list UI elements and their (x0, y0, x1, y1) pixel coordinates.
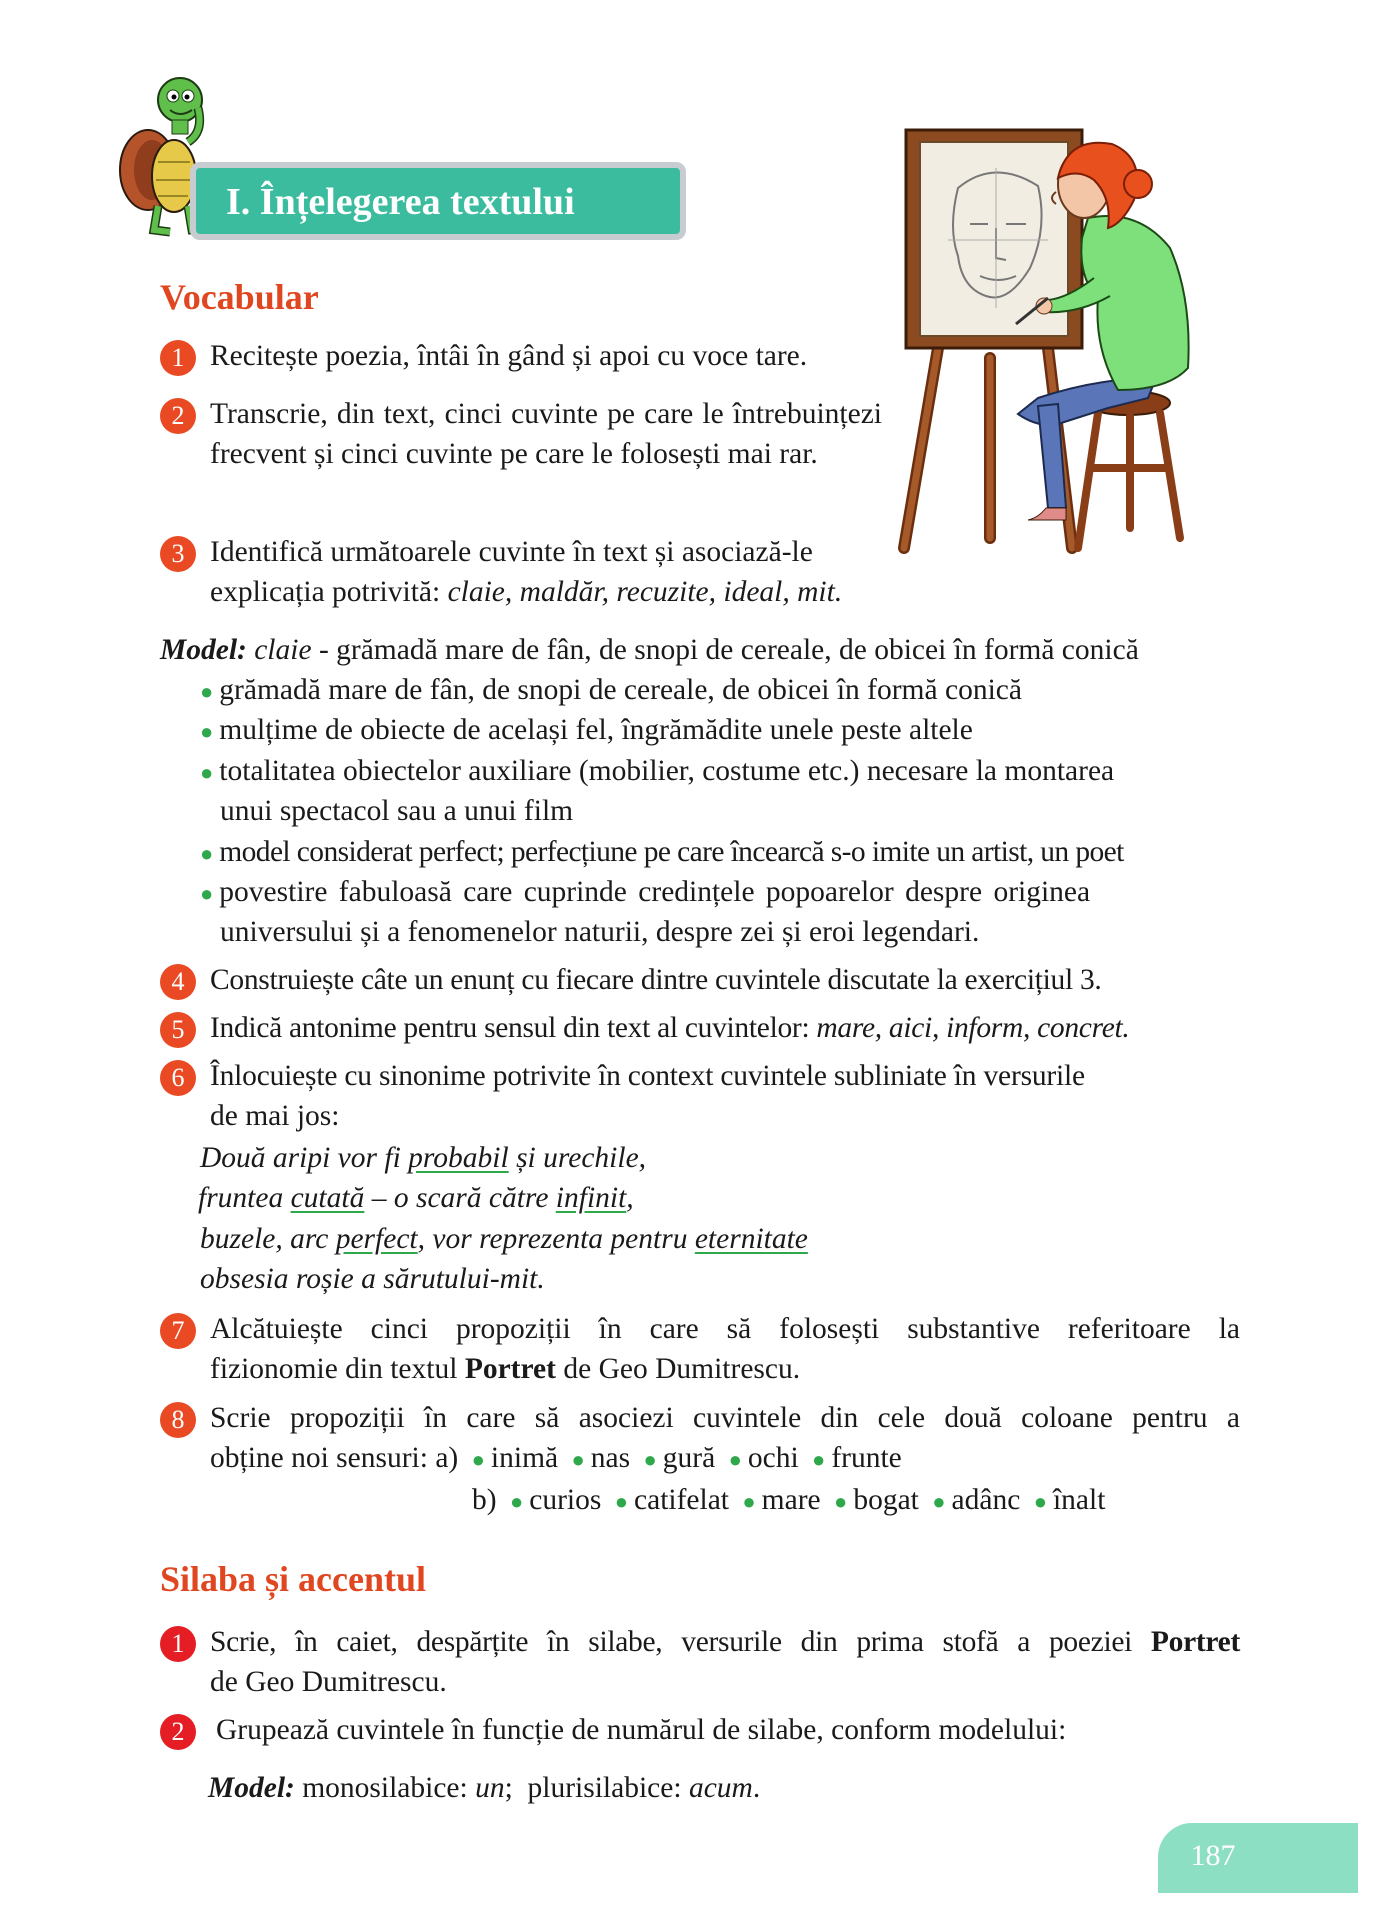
exercise-number-badge: 8 (160, 1402, 196, 1438)
underlined-word: infinit (555, 1182, 627, 1214)
bullet-icon: ● (834, 1489, 848, 1514)
vocabular-exercise-3 (160, 532, 920, 616)
section-banner (190, 162, 686, 240)
definition-text: povestire fabuloasă care cuprinde credințele popoarelor despre originea (219, 876, 1091, 908)
exercise-text-prefix: explicația potrivită: (210, 576, 448, 608)
silaba-heading: Silaba și accentul (160, 1559, 427, 1599)
exercise-number-badge: 1 (160, 1626, 196, 1662)
definition-item (200, 670, 1022, 712)
vocabular-exercise-1 (160, 336, 882, 380)
underlined-word: cutată (290, 1182, 365, 1214)
bullet-icon: ● (932, 1489, 946, 1514)
silaba-model-line (208, 1768, 760, 1808)
definition-text: grămadă mare de fân, de snopi de cereale, de obicei în formă conică (219, 674, 1022, 706)
column-a-word: frunte (831, 1442, 902, 1474)
verse-line-4: obsesia roșie a sărutului-mit. (200, 1263, 545, 1295)
bullet-icon: ● (1033, 1489, 1047, 1514)
exercise-text-line-1 (210, 1622, 1240, 1662)
vocabular-exercise-6 (160, 1056, 1240, 1140)
column-a-word: nas (590, 1442, 631, 1474)
column-b-word: înalt (1052, 1484, 1106, 1516)
exercise-number-badge: 7 (160, 1313, 196, 1349)
exercise-words: claie, maldăr, recuzite, ideal, mit. (447, 576, 843, 608)
exercise-text: Scrie, în caiet, despărțite în silabe, versurile din prima stofă a poeziei (210, 1626, 1151, 1658)
exercise-text-line-2: de Geo Dumitrescu. (210, 1666, 447, 1698)
model-label: Model: (160, 634, 247, 666)
exercise-text: Construiește câte un enunț cu fiecare dintre cuvintele discutate la exercițiul 3. (210, 964, 1102, 996)
model-word: claie (254, 634, 312, 666)
bullet-icon: ● (812, 1447, 826, 1472)
model-text: monosilabice: (294, 1772, 476, 1804)
exercise-number-badge: 3 (160, 536, 196, 572)
exercise-number-badge: 6 (160, 1060, 196, 1096)
definition-text: totalitatea obiectelor auxiliare (mobilier, costume etc.) necesare la montarea (219, 755, 1115, 787)
verse-line-1 (200, 1138, 646, 1178)
exercise-words: mare, aici, inform, concret. (816, 1012, 1130, 1044)
definition-text: mulțime de obiecte de același fel, îngrămădite unele peste altele (219, 714, 973, 746)
exercise-text: obține noi sensuri: a) (210, 1442, 459, 1474)
model-label: Model: (208, 1772, 295, 1804)
bullet-icon: ● (200, 841, 214, 866)
exercise-text-line-1: Alcătuiește cinci propoziții în care să folosești substantive referitoare la (210, 1313, 1240, 1345)
column-b-word: mare (761, 1484, 821, 1516)
column-b-word: adânc (951, 1484, 1021, 1516)
section-title: I. Înțelegerea textului (226, 181, 575, 223)
exercise-text: fizionomie din textul (210, 1353, 465, 1385)
verse-text: – o scară către (364, 1182, 556, 1214)
column-a-word: gură (662, 1442, 716, 1474)
model-text: ; plurisilabice: (504, 1772, 689, 1804)
verse-text: , vor reprezenta pentru (417, 1223, 695, 1255)
page-number-tab (1158, 1823, 1358, 1893)
verse-text: fruntea (198, 1182, 291, 1214)
definition-item (200, 710, 973, 752)
bullet-icon: ● (200, 719, 214, 744)
underlined-word: eternitate (694, 1223, 808, 1255)
bullet-icon: ● (643, 1447, 657, 1472)
bullet-icon: ● (509, 1489, 524, 1514)
vocabular-heading: Vocabular (160, 277, 319, 317)
definition-continuation: universului și a fenomenelor naturii, despre zei și eroi legendari. (220, 916, 980, 948)
definition-item (200, 751, 1114, 793)
column-a-word: inimă (490, 1442, 559, 1474)
bullet-icon: ● (742, 1489, 756, 1514)
verse-line-3 (200, 1219, 808, 1259)
exercise-text: de Geo Dumitrescu. (555, 1353, 801, 1385)
page-number: 187 (1190, 1839, 1236, 1872)
underlined-word: probabil (408, 1142, 509, 1174)
vocabular-exercise-5 (160, 1008, 1240, 1052)
exercise-text: Recitește poezia, întâi în gând și apoi cu voce tare. (210, 340, 808, 372)
exercise-number-badge: 4 (160, 964, 196, 1000)
poem-title: Portret (464, 1353, 556, 1385)
column-a-word: ochi (747, 1442, 799, 1474)
verse-text: și urechile, (508, 1142, 647, 1174)
exercise-text-line-2 (210, 1349, 800, 1389)
exercise-text-line-2 (210, 572, 842, 612)
exercise-number-badge: 2 (160, 398, 196, 434)
model-text: - grămadă mare de fân, de snopi de cereale, de obicei în formă conică (311, 634, 1139, 666)
poem-title: Portret (1150, 1626, 1240, 1658)
verse-text: buzele, arc (200, 1223, 336, 1255)
painter-at-easel-illustration (898, 128, 1228, 573)
exercise-number-badge: 2 (160, 1714, 196, 1750)
verse-text: Două aripi vor fi (200, 1142, 409, 1174)
exercise-text-line-3 (472, 1480, 1105, 1522)
exercise-number-badge: 5 (160, 1012, 196, 1048)
bullet-icon: ● (571, 1447, 585, 1472)
model-word: un (475, 1772, 505, 1804)
model-word: acum (688, 1772, 753, 1804)
vocabular-model-line (160, 630, 1139, 670)
bullet-icon: ● (471, 1447, 485, 1472)
column-b-word: catifelat (634, 1484, 729, 1516)
exercise-text: Grupează cuvintele în funcție de numărul de silabe, conform modelului: (216, 1714, 1067, 1746)
column-b-label: b) (472, 1484, 497, 1516)
bullet-icon: ● (200, 760, 214, 785)
bullet-icon: ● (728, 1447, 742, 1472)
silaba-exercise-2 (160, 1710, 1240, 1754)
model-text: . (752, 1772, 761, 1804)
bullet-icon: ● (200, 679, 214, 704)
exercise-text-line-1: Identifică următoarele cuvinte în text și asociază-le (210, 536, 813, 568)
exercise-text-line-1: Scrie propoziții în care să asociezi cuvintele din cele două coloane pentru a (210, 1402, 1240, 1434)
underlined-word: perfect (335, 1223, 418, 1255)
exercise-text-line-1: Înlocuiește cu sinonime potrivite în context cuvintele subliniate în versurile (210, 1060, 1085, 1092)
verse-line-2 (198, 1178, 634, 1218)
exercise-text-main: Indică antonime pentru sensul din text al cuvintelor: (210, 1012, 817, 1044)
definition-item (200, 832, 1124, 874)
verse-text: , (626, 1182, 634, 1214)
exercise-number-badge: 1 (160, 340, 196, 376)
vocabular-exercise-7 (160, 1309, 1240, 1393)
definition-continuation: unui spectacol sau a unui film (220, 795, 574, 827)
vocabular-exercise-8 (160, 1398, 1240, 1526)
column-b-word: bogat (853, 1484, 919, 1516)
column-b-word: curios (529, 1484, 602, 1516)
exercise-text (210, 1008, 1129, 1048)
vocabular-exercise-2 (160, 394, 882, 518)
definition-text: model considerat perfect; perfecțiune pe care încearcă s-o imite un artist, un poet (219, 836, 1124, 868)
definition-item (200, 872, 1090, 914)
exercise-text-line-2: de mai jos: (210, 1100, 340, 1132)
silaba-exercise-1 (160, 1622, 1240, 1706)
exercise-text-line-2 (210, 1438, 902, 1480)
exercise-text: Transcrie, din text, cinci cuvinte pe care le întrebuințezi frecvent și cinci cuvinte pe care le folosești mai rar. (210, 398, 882, 470)
bullet-icon: ● (200, 881, 214, 906)
bullet-icon: ● (614, 1489, 629, 1514)
vocabular-exercise-4 (160, 960, 1240, 1004)
